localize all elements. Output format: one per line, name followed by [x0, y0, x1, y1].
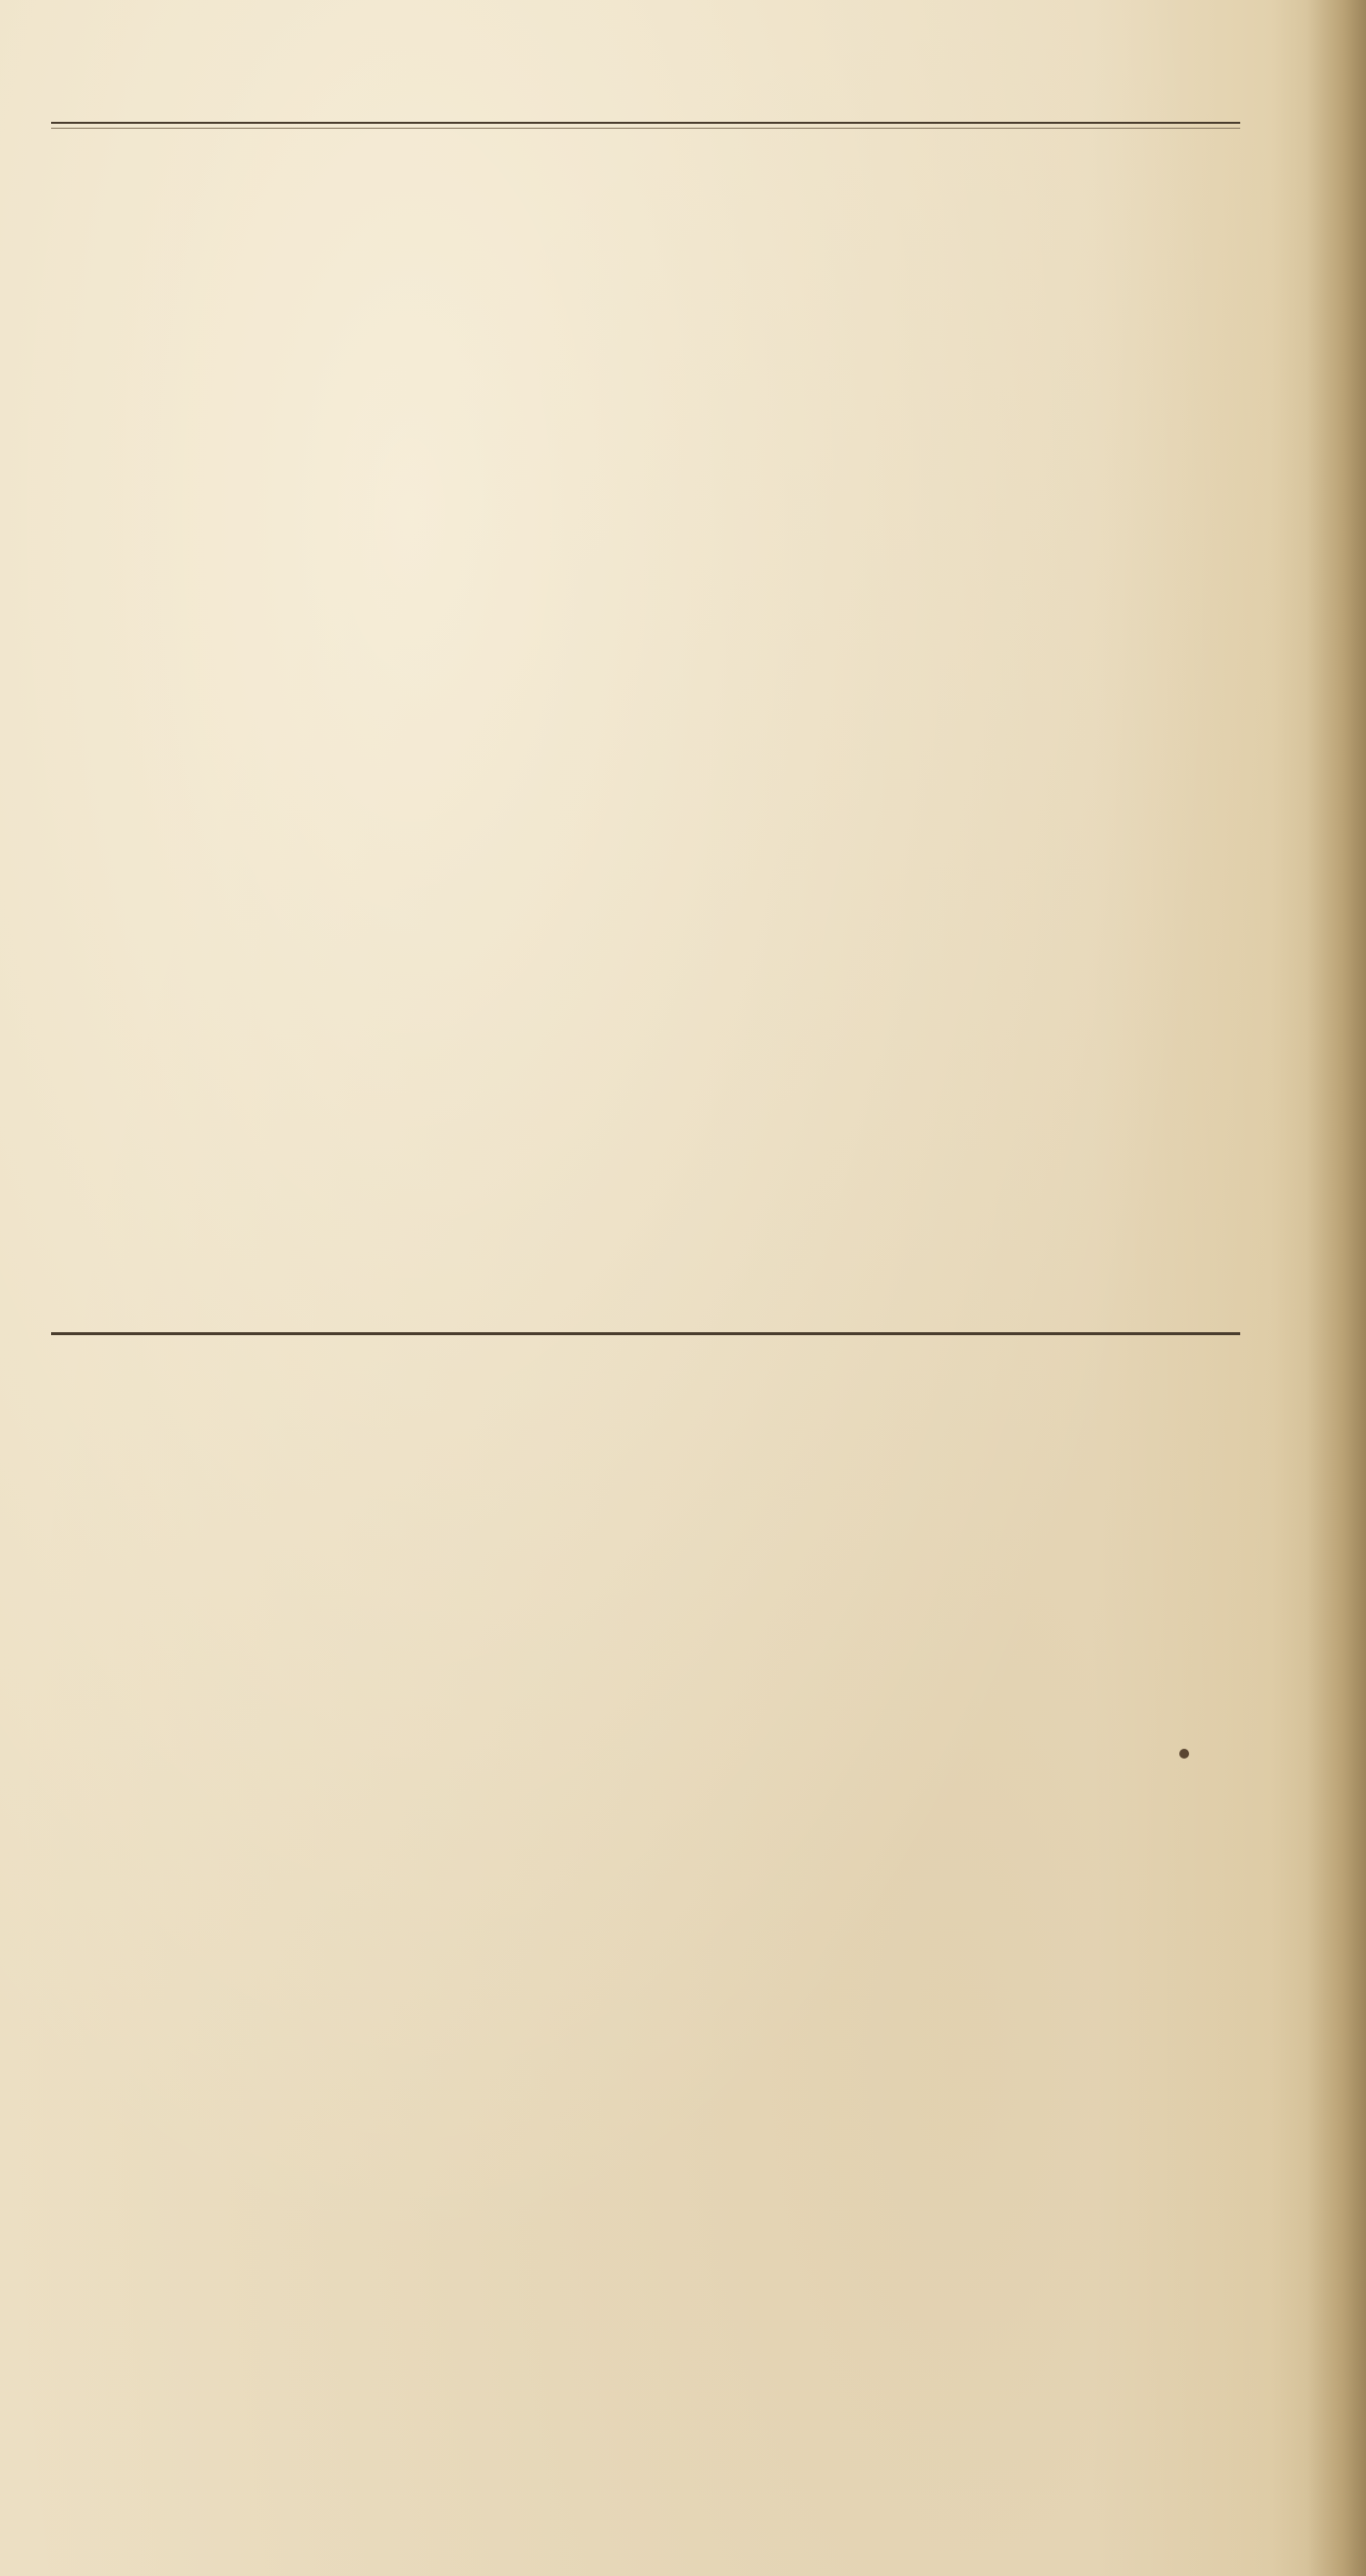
header-rule-thin [51, 128, 1240, 129]
header-rule [51, 122, 1240, 124]
page-header [51, 43, 1240, 122]
paper-blemish [1179, 1749, 1189, 1759]
page-edge-shadow [1307, 0, 1366, 2576]
section-divider [51, 1332, 1240, 1335]
